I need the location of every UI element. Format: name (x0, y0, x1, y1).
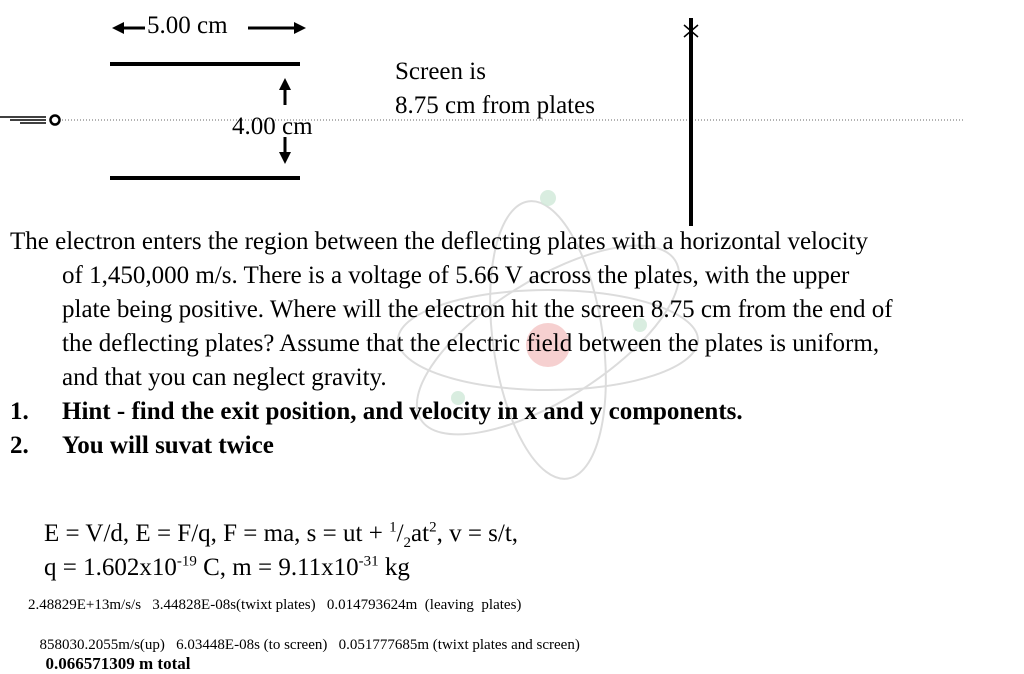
mass-exponent: -31 (358, 553, 379, 570)
screen-label-line1: Screen is (395, 58, 486, 85)
equation-line-1 (44, 518, 518, 550)
half-denominator: 2 (403, 535, 412, 551)
equation-text: at (411, 520, 430, 547)
answer-row-2-text: 858030.2055m/s(up) 6.03448E-08s (to screen) 0.051777685m (twixt plates and screen) (39, 637, 580, 653)
hint-number: 1. (10, 398, 29, 425)
problem-line: the deflecting plates? Assume that the electric field between the plates is uniform, (62, 330, 880, 357)
hint-text: You will suvat twice (62, 432, 274, 459)
screen-label-line2: 8.75 cm from plates (395, 92, 595, 119)
hint-number: 2. (10, 432, 29, 459)
mass-unit: kg (378, 554, 410, 581)
half-slash: / (396, 520, 404, 547)
equation-text: , v = s/t, (436, 520, 519, 547)
plate-length-label: 5.00 cm (147, 12, 228, 39)
answer-row-1: 2.48829E+13m/s/s 3.44828E-08s(twixt plates) 0.014793624m (leaving plates) (28, 597, 522, 613)
charge-text: q = 1.602x10 (44, 554, 177, 581)
hint-item (10, 429, 743, 463)
squared-exponent: 2 (429, 519, 437, 536)
mass-text: C, m = 9.11x10 (196, 554, 359, 581)
half-numerator: 1 (389, 519, 397, 536)
hint-item (10, 395, 743, 429)
charge-exponent: -19 (176, 553, 197, 570)
plate-gap-label: 4.00 cm (232, 113, 313, 140)
answer-total: 0.066571309 m total (45, 654, 191, 673)
answer-row-2 (32, 620, 580, 674)
problem-line: plate being positive. Where will the electron hit the screen 8.75 cm from the end of (62, 296, 893, 323)
problem-line: and that you can neglect gravity. (62, 364, 387, 391)
problem-statement (10, 225, 1020, 395)
hint-list (10, 395, 743, 463)
equation-text: E = V/d, E = F/q, F = ma, s = ut + (44, 520, 390, 547)
problem-line: The electron enters the region between the deflecting plates with a horizontal velocity (10, 228, 868, 255)
electron-gun (0, 116, 60, 125)
hint-text: Hint - find the exit position, and velocity in x and y components. (62, 398, 743, 425)
problem-line: of 1,450,000 m/s. There is a voltage of 5.66 V across the plates, with the upper (62, 262, 850, 289)
upper-plate (110, 62, 300, 66)
lower-plate (110, 176, 300, 180)
equation-line-2 (44, 552, 410, 584)
